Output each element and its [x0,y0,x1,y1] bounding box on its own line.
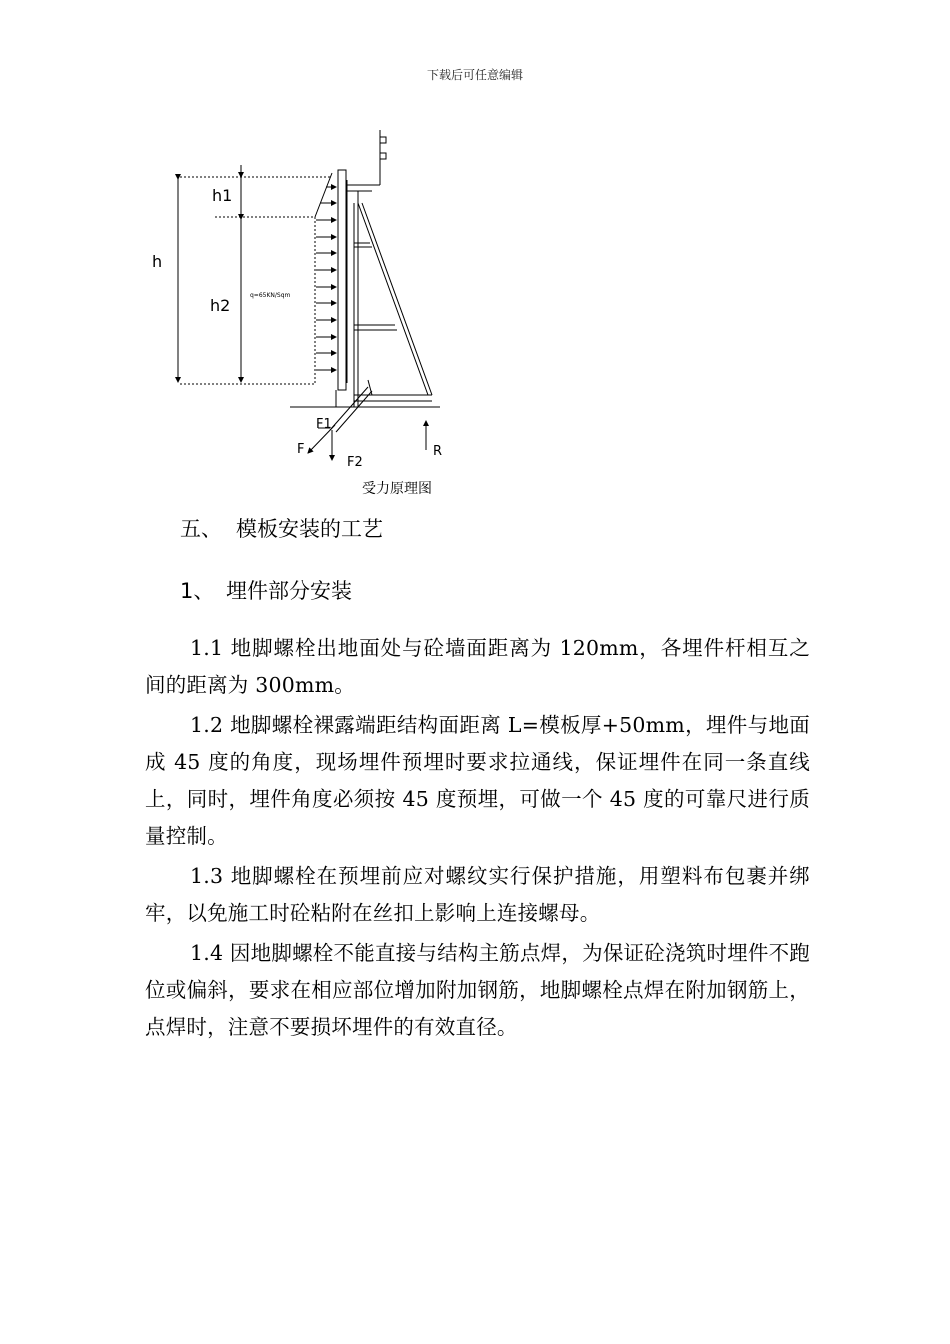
label-F: F [297,442,305,457]
body-text [145,630,810,1049]
label-h2: h2 [210,296,231,315]
subsection-heading [180,575,352,605]
section-number: 五、 [180,517,222,541]
label-h: h [152,252,163,271]
label-load: q=65KN/Sqm [250,292,291,299]
figure-caption: 受力原理图 [362,481,432,497]
label-h1: h1 [212,186,233,205]
section-title: 模板安装的工艺 [236,517,383,541]
paragraph-1-1: 1.1 地脚螺栓出地面处与砼墙面距离为 120mm，各埋件杆相互之间的距离为 300mm。 [145,636,810,697]
label-R: R [433,444,443,459]
label-F2: F2 [347,455,363,470]
paragraph-1-3: 1.3 地脚螺栓在预埋前应对螺纹实行保护措施，用塑料布包裹并绑牢，以免施工时砼粘附在丝扣上影响上连接螺母。 [145,864,810,925]
paragraph-1-2: 1.2 地脚螺栓裸露端距结构面距离 L=模板厚+50mm，埋件与地面成 45 度的角度，现场埋件预埋时要求拉通线，保证埋件在同一条直线上，同时，埋件角度必须按 45 度预埋，可做一个 45 度的可靠尺进行质量控制。 [145,713,810,848]
paragraph-1-4: 1.4 因地脚螺栓不能直接与结构主筋点焊，为保证砼浇筑时埋件不跑位或偏斜，要求在相应部位增加附加钢筋，地脚螺栓点焊在附加钢筋上，点焊时，注意不要损坏埋件的有效直径。 [145,941,810,1039]
page-header: 下载后可任意编辑 [426,68,523,82]
force-principle-diagram [140,125,460,475]
subsection-title: 埋件部分安装 [226,579,352,603]
label-F1: F1 [316,417,332,432]
section-heading [180,513,383,543]
subsection-number: 1、 [180,579,215,603]
